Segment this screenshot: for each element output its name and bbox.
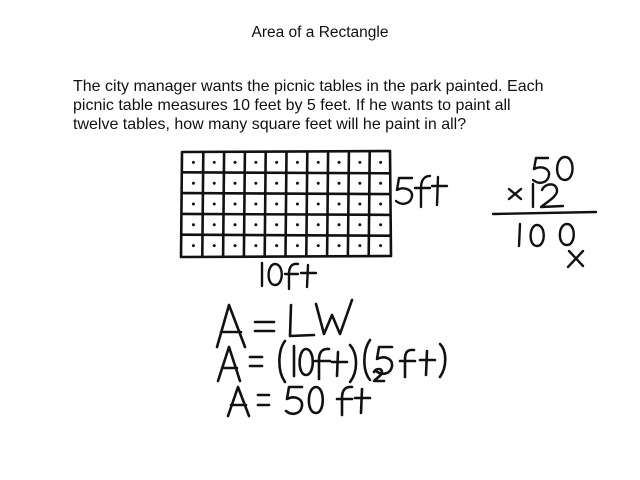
glyph-A [218, 347, 240, 381]
grid-column-line [202, 152, 203, 256]
glyph-f [415, 176, 430, 207]
grid-column-line [348, 152, 349, 256]
grid-square-dot [213, 203, 216, 206]
glyph-t [332, 352, 347, 376]
grid-square-dot [338, 203, 341, 206]
grid-square-dot [254, 223, 257, 226]
grid-square-dot [338, 223, 341, 226]
glyph-A [228, 387, 249, 416]
grid-square-dot [234, 223, 237, 226]
grid-square-dot [275, 182, 278, 185]
grid-square-dot [213, 223, 216, 226]
glyph-f [337, 387, 352, 415]
grid-column-line [369, 152, 370, 256]
problem-line: twelve tables, how many square feet will he paint in all? [73, 116, 467, 133]
problem-line: The city manager wants the picnic tables in the park painted. Each [73, 78, 544, 95]
glyph-0 [531, 225, 544, 246]
glyph-t [355, 389, 370, 413]
grid-row-line [182, 193, 390, 194]
glyph-t [432, 177, 447, 205]
grid-square-dot [317, 244, 320, 247]
grid-square-dot [275, 244, 278, 247]
grid-square-dot [213, 161, 216, 164]
glyph-paren-close [440, 344, 445, 377]
grid-square-dot [254, 161, 257, 164]
glyph-paren-close [350, 345, 356, 382]
grid-square-dot [379, 203, 382, 206]
grid-square-dot [379, 182, 382, 185]
page-title: Area of a Rectangle [251, 24, 389, 41]
width-label [396, 176, 447, 207]
problem-line: picnic table measures 10 feet by 5 feet. If he wants to paint all [73, 97, 511, 114]
grid-square-dot [275, 203, 278, 206]
glyph-0 [300, 349, 313, 375]
glyph-0 [557, 157, 572, 180]
glyph-f [400, 350, 415, 377]
multiplication-work [493, 157, 596, 267]
glyph-A [217, 305, 245, 347]
glyph-2 [541, 184, 563, 207]
glyph-equals [258, 395, 269, 405]
grid-square-dot [296, 203, 299, 206]
grid-column-line [286, 152, 287, 256]
grid-column-line [327, 152, 328, 256]
glyph-5 [286, 387, 302, 414]
grid-square-dot [296, 161, 299, 164]
grid-square-dot [213, 244, 216, 247]
grid-square-dot [358, 203, 361, 206]
glyph-equals [255, 322, 274, 331]
grid-square-dot [296, 244, 299, 247]
grid-square-dot [358, 161, 361, 164]
glyph-paren-open [279, 341, 285, 382]
grid-square-dot [192, 244, 195, 247]
glyph-0 [269, 264, 282, 285]
glyph-W [316, 300, 352, 334]
length-label [262, 263, 316, 289]
glyph-equals [250, 357, 262, 366]
grid-square-dot [192, 223, 195, 226]
grid-square-dot [213, 182, 216, 185]
glyph-1 [519, 224, 520, 246]
grid-column-line [265, 152, 266, 256]
grid-square-dot [275, 223, 278, 226]
grid-square-dot [317, 161, 320, 164]
grid-square-dot [358, 182, 361, 185]
grid-square-dot [296, 223, 299, 226]
glyph-L [290, 305, 314, 336]
grid-row-line [182, 214, 390, 215]
grid-square-dot [275, 161, 278, 164]
glyph-t [301, 265, 316, 287]
grid-square-dot [234, 203, 237, 206]
grid-square-dot [234, 161, 237, 164]
glyph-5 [533, 158, 549, 183]
grid-square-dot [317, 182, 320, 185]
times-sign [509, 189, 521, 199]
grid-square-dot [338, 182, 341, 185]
glyph-f [315, 349, 330, 379]
glyph-t [420, 351, 435, 375]
grid-square-dot [254, 182, 257, 185]
grid-column-line [244, 152, 245, 256]
grid-square-dot [254, 244, 257, 247]
grid-square-dot [192, 203, 195, 206]
grid-row-line [182, 172, 390, 173]
glyph-0 [560, 224, 574, 245]
grid-square-dot [379, 244, 382, 247]
grid-square-dot [192, 182, 195, 185]
glyph-5 [396, 178, 412, 204]
formula-substitution [218, 340, 445, 382]
grid-square-dot [379, 223, 382, 226]
glyph-0 [309, 387, 323, 413]
grid-column-line [223, 152, 224, 256]
grid-column-line [306, 152, 307, 256]
grid-square-dot [338, 244, 341, 247]
grid-square-dot [317, 203, 320, 206]
trailing-x-mark [568, 251, 583, 267]
glyph-f [285, 264, 298, 289]
grid-square-dot [234, 182, 237, 185]
grid-square-dot [192, 161, 195, 164]
grid-square-dot [338, 161, 341, 164]
grid-row-line [182, 235, 390, 236]
unit-grid [181, 151, 391, 257]
grid-square-dot [296, 182, 299, 185]
grid-square-dot [234, 244, 237, 247]
grid-square-dot [379, 161, 382, 164]
glyph-paren-open [364, 340, 370, 380]
grid-square-dot [358, 244, 361, 247]
grid-square-dot [254, 203, 257, 206]
sum-bar [493, 212, 596, 214]
grid-square-dot [317, 223, 320, 226]
grid-square-dot [358, 223, 361, 226]
